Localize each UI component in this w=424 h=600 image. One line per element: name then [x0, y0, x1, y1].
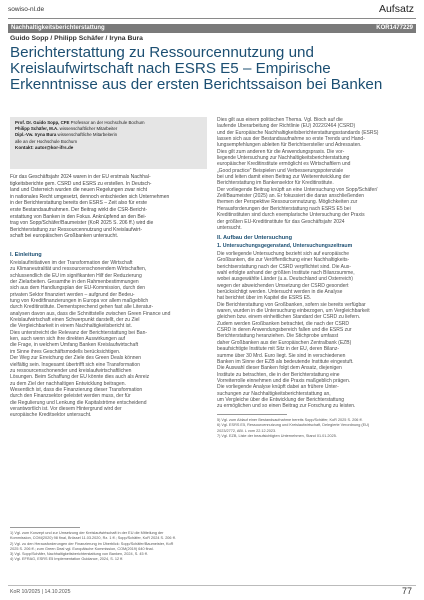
body-line: verantwortlich ist. Vor diesem Hintergrund wird der [10, 405, 122, 412]
body-line: Vorreiterrolle einnehmen und die Praxis maßgeblich prägen. [217, 377, 351, 384]
article-code: KOR1477229 [376, 25, 413, 31]
right-intro-text [217, 117, 416, 231]
article-title: Berichterstattung zu Ressourcennutzung und Kreislaufwirtschaft nach ESRS E5 – Empirische Erkenntnisse aus der ersten Berichtssaison bei Banken [10, 44, 383, 93]
body-line: Berichterstattung heranziehen. Die Stichprobe umfasst [217, 333, 339, 340]
lead-line: land und Österreich wurden die neuen Regelungen zwar nicht [10, 187, 148, 194]
body-line: lassen sich aus der Bestandsaufnahme so erste Trends und Hand- [217, 136, 365, 143]
body-line: zu ermöglichen und so einen Beitrag zur Forschung zu leisten. [217, 403, 356, 410]
body-line: Die vorliegende Analyse knüpft dabei an frühere Unter- [217, 384, 339, 391]
body-line: wegen der abweichenden Umsetzung der CSRD gesondert [217, 282, 349, 289]
body-line: Die vorliegende Untersuchung bezieht sich auf europäische [217, 251, 350, 257]
body-line: zu Klimaneutralität und ressourcenschonendem Wirtschaften, [10, 266, 147, 273]
body-line: durch den Finanzsektor geleistet werden muss, der für [10, 393, 131, 400]
lead-line: Berichterstattung zur Ressourcennutzung und Kreislaufwirt- [10, 226, 143, 233]
section-heading-introduction: I. Einleitung [10, 252, 42, 258]
footnote: 2023/2772, ABl. L vom 22.12.2023. [217, 428, 277, 433]
body-line: zu ressourcenschonender und kreislaufwirtschaftlichen [10, 367, 132, 374]
section-label: Aufsatz [378, 3, 414, 15]
body-line: Zudem werden Großbanken betrachtet, die nach der CSRD [217, 320, 350, 327]
body-line: europäischer Kreditinstitute ermöglicht es Wirtschaftlern und [217, 161, 351, 168]
lead-line: schaft bei europäischen Großbanken untersucht. [10, 233, 119, 240]
body-line: privaten Sektor finanziert werden – aufgrund der Bedeu- [10, 291, 135, 298]
lead-line: tigkeitsberichte gem. CSRD und ESRS zu erstellen. In Deutsch- [10, 180, 152, 187]
body-line: Dies gilt zum anderen für die Anwendungspraxis. Die vor- [217, 148, 345, 155]
body-line: Banken im Sinne der EZB als bedeutende Institute eingestuft. [217, 358, 354, 365]
body-line: berücksichtigt werden. Untersucht werden in die Analyse [217, 289, 343, 296]
topic-tag: Nachhaltigkeitsberichterstattung [11, 25, 105, 31]
header-divider [8, 18, 416, 19]
footnote: 4) Vgl. EFRAG, ESRS E5 Implementation Guidance, 2024, S. 12 ff. [10, 557, 124, 562]
author-bio-box [10, 117, 207, 169]
body-line: zu dem Ziel der nachhaltigen Entwicklung beitragen. [10, 380, 126, 387]
body-line: themen der Perspektive Ressourcennutzung. Möglichkeiten zur [217, 199, 358, 206]
body-line: Institute zu betrachten, die in der Berichterstattung eine [217, 371, 340, 378]
section-heading-structure: II. Aufbau der Untersuchung [217, 235, 292, 241]
body-line: vielfältig sein. Insgesamt übertrifft sich eine Transformation [10, 361, 140, 368]
contact-email[interactable]: Kontakt: autor@kor-ifrs.de [15, 144, 74, 150]
bio-line: alle an der Hochschule Bochum [15, 138, 77, 144]
body-line: Herausforderungen der Berichterstattung nach ESRS E5 bei [217, 205, 351, 212]
right-footnotes [217, 418, 416, 439]
body-line: wahl erfolgte anhand der größten Institute nach Bilanzsumme, [217, 270, 355, 277]
lead-line: trag von Sopp/Schäfer/Baumeister (KoR 2025 S. 206 ff.) wird die [10, 220, 154, 227]
body-line: Kreislaufwirtschaft einen Schwerpunkt darstellt, der zu Ziel [10, 317, 140, 324]
body-line: „Good practice“ Beispielen und Verbesserungspotenziale [217, 167, 344, 174]
footnote-divider [217, 414, 287, 415]
body-line: daher Großbanken aus der Europäischen Zentralbank (EZB) [217, 339, 352, 346]
body-line: Dies gilt aus einem politischen Thema. Vgl. Bioch auf die [217, 117, 343, 123]
footnote: Kommission, COM(2020) 98 final, Brüssel 11.03.2020, Rz. 1 ff.; Sopp/Schäfer, KoR 2024 S. 206 ff. [10, 536, 176, 541]
footnote-divider [10, 527, 80, 528]
body-line: Kreislaufinitiativen im der Transformation der Wirtschaft [10, 260, 133, 266]
authors-line: Guido Sopp / Philipp Schäfer / Iryna Bura [10, 35, 143, 42]
body-line: Der vorliegende Beitrag knüpft an eine Untersuchung von Sopp/Schäfer/ [217, 186, 378, 193]
body-line: tung von Kreditfinanzierungen in Europa vor allem maßgeblich [10, 298, 149, 305]
body-line: waren, wurden in die Untersuchung einbezogen, um Vergleichbarkeit [217, 308, 370, 315]
body-line: Die Auswahl dieser Banken folgt dem Ansatz, diejenigen [217, 365, 342, 372]
bio-line: Philipp Schäfer, M.A. wissenschaftlicher Mitarbeiter [15, 126, 118, 132]
footer-divider [8, 585, 416, 586]
footnote: 2) Vgl. zu den Herausforderungen der Finanzierung im Überblick: Sopp/Schäfer/Baumeister, KoR [10, 541, 174, 546]
footnote: 7) Vgl. EZB, Liste der beaufsichtigten Unternehmen, Stand 01.01.2025. [217, 433, 337, 438]
body-line: liegende Untersuchung zur Nachhaltigkeitsberichterstattung [217, 155, 350, 162]
subsection-heading: 1. Untersuchungsgegenstand, Untersuchungszeitraum [217, 243, 353, 249]
body-line: die Frage, in welchem Umfang Banken Kreislaufwirtschaft [10, 342, 139, 349]
body-line: hat berichtet über im Kapitel die ESRS E5. [217, 295, 312, 302]
lead-line: erste Bestandsaufnahmen. Der Beitrag wirkt die CSR-Bericht- [10, 206, 148, 213]
body-line: Zeil/Baumeister (2025) an. Er fokussiert die daran anschließenden [217, 193, 365, 200]
lead-line: erstattung von Banken in den Fokus. Anknüpfend an den Bei- [10, 213, 147, 220]
body-line: die Vergleichbarkeit in einem Nachhaltigkeitsbericht ist. [10, 323, 133, 330]
body-line: summe über 30 Mrd. Euro liegt. Sie sind in verschiedenen [217, 352, 346, 359]
bio-line: Dipl.-Vw. Iryna Bura wissenschaftliche Mitarbeiterin [15, 132, 118, 138]
body-line: Großbanken, die zur Veröffentlichung einer Nachhaltigkeits- [217, 257, 350, 264]
body-line: im Sinne ihres Geschäftsmodells berücksichtigen. [10, 348, 121, 355]
body-line: untersucht. [217, 224, 242, 231]
page-number: 77 [401, 586, 412, 596]
body-line: durch Kreditinstitute. Dementsprechend gehen fast alle Literatur- [10, 304, 154, 311]
body-line: sich aus dem Handlungsplan der EU-Kommission, durch den [10, 285, 146, 292]
footer-issue: KoR 10/2025 | 14.10.2025 [10, 589, 71, 595]
left-footnotes [10, 531, 207, 563]
body-line: schlussendlich die EU im signifikanten Hilf der Reduzierung [10, 272, 142, 279]
brand-url: sowiso-nl.de [8, 6, 45, 13]
body-line: suchungen zur Nachhaltigkeitsberichterstattung an, [217, 390, 331, 397]
body-line: der größten EU-Kreditinstitute für das Geschäftsjahr 2024 [217, 218, 345, 225]
body-line: und der Europäische Nachhaltigkeitsberichterstattungsstandards (ESRS) [217, 129, 379, 136]
lead-line: Für das Geschäftsjahr 2024 waren in der EU erstmals Nachhal- [10, 174, 151, 180]
body-line: gleichen bzw. einem einheitlichen Standard der CSRD zu liefern. [217, 314, 361, 321]
body-line: Der Weg zur Erreichung der Ziele des Green Deals können [10, 355, 142, 362]
footnote: 2025 S. 206 ff.; zum Green Deal vgl. Europäische Kommission, COM(2019) 640 final. [10, 546, 154, 551]
footnote: 3) Vgl. Sopp/Schäfer, Nachhaltigkeitsberichterstattung von Banken, 2024, S. 45 ff. [10, 552, 148, 557]
left-body-text [10, 260, 207, 419]
body-line: laufende Überarbeitung der Richtlinie (EU) 2022/2464 (CSRD) [217, 123, 356, 130]
body-line: der Zielarbeiten. Gesamthe in den Rahmenbestimmungen [10, 279, 139, 286]
body-line: Wesentlich ist, dass die Finanzierung dieser Transformation [10, 386, 143, 393]
body-line: analysen davon aus, dass die Schnittstelle zwischen Green Finance und [10, 310, 171, 317]
body-line: europäische Kreditsektor untersucht. [10, 412, 92, 419]
body-line: Kreditinstituten sind durch exemplarische Untersuchung der Praxis [217, 212, 365, 219]
body-line: beaufsichtigte Institute mit Sitz in der EU, deren Bilanz- [217, 346, 340, 353]
body-line: Dies unterstreicht die Relevanz der Berichterstattung bei Ban- [10, 329, 148, 336]
body-line: bei und leiten damit einen Beitrag zur Weiterentwicklung der [217, 174, 351, 181]
lead-paragraph [10, 174, 207, 240]
body-line: um Vergleiche über die Entwicklung der Berichterstattung [217, 396, 345, 403]
footnote: 1) Vgl. zum Konzept und zur Umsetzung der Kreislaufwirtschaft in der EU die Mitteilung der [10, 531, 164, 535]
footnote: 5) Vgl. zum Ablauf einer Bestandsaufnahme bereits Sopp/Schäfer, KoR 2025 S. 206 ff. [217, 418, 363, 422]
body-line: wobei ausgewählte Länder (u.a. Deutschland und Österreich) [217, 276, 353, 283]
body-line: ken, auch wenn sich ihre direkten Auswirkungen auf [10, 336, 126, 343]
right-body-text [217, 251, 416, 410]
lead-line: in nationales Recht umgesetzt, dennoch entschieden sich Unternehmen [10, 193, 170, 200]
body-line: Berichterstattung im Bankensektor für Kreditinstitute. [217, 180, 334, 187]
body-line: lungsempfehlungen ableiten für Berichtsersteller und Adressaten. [217, 142, 362, 149]
body-line: Die Berichterstattung von Großbanken, sofern sie bereits verfügbar [217, 301, 366, 308]
topic-bar [8, 24, 416, 33]
body-line: CSRD in deren Anwendungsbereich fallen und die ESRS zur [217, 327, 352, 334]
bio-line: Prof. Dr. Guido Sopp, CFE Professor an der Hochschule Bochum [15, 120, 145, 125]
footnote: 6) Vgl. ESRS E5, Ressourcennutzung und Kreislaufwirtschaft, Delegierte Verordnung (EU) [217, 423, 370, 428]
body-line: die Regulierung und Lenkung die Kapitalströme entscheidend [10, 399, 147, 406]
lead-line: in der Berichterstattung bereits den ESRS – Zeit also für erste [10, 200, 148, 207]
body-line: berichtserstattung nach der CSRD verpflichtet sind. Die Aus- [217, 263, 351, 270]
body-line: Lösungen. Beim Schaffung der EU könnte dies auch als Anreiz [10, 374, 150, 381]
